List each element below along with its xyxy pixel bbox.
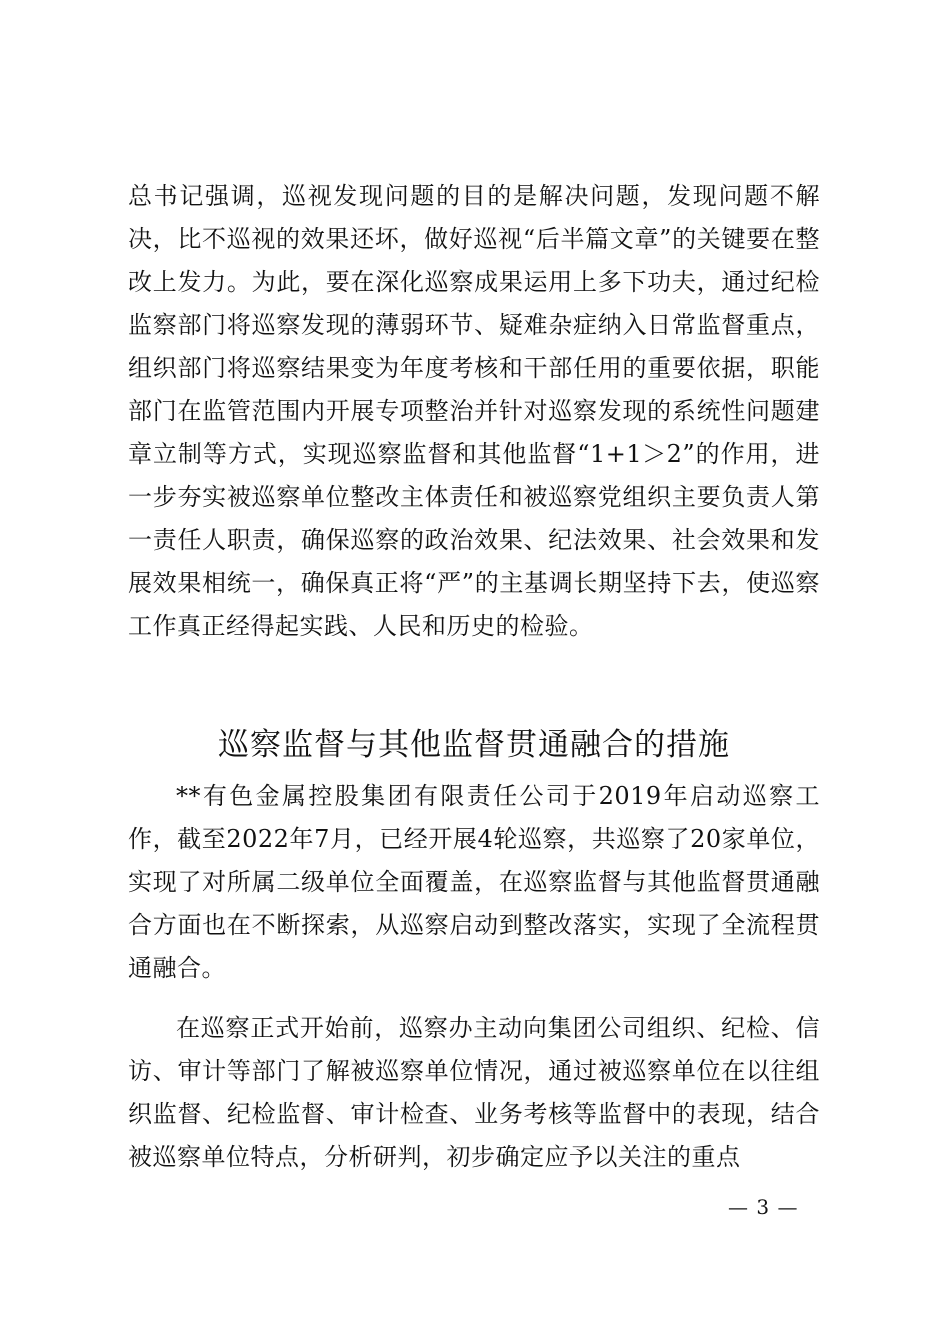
page-number: — 3 — bbox=[728, 1195, 799, 1219]
paragraph-company-overview: **有色金属控股集团有限责任公司于2019年启动巡察工作，截至2022年7月，已经开展4轮巡察，共巡察了20家单位，实现了对所属二级单位全面覆盖，在巡察监督与其他监督贯通融合方面也在不断探索，从巡察启动到整改落实，实现了全流程贯通融合。 bbox=[128, 782, 820, 982]
section-heading: 巡察监督与其他监督贯通融合的措施 bbox=[218, 727, 730, 763]
paragraph-pre-inspection: 在巡察正式开始前，巡察办主动向集团公司组织、纪检、信访、审计等部门了解被巡察单位情况，通过被巡察单位在以往组织监督、纪检监督、审计检查、业务考核等监督中的表现，结合被巡察单位特点，分析研判，初步确定应予以关注的重点 bbox=[128, 1014, 820, 1171]
paragraph-conclusion: 总书记强调，巡视发现问题的目的是解决问题，发现问题不解决，比不巡视的效果还坏，做好巡视“后半篇文章”的关键要在整改上发力。为此，要在深化巡察成果运用上多下功夫，通过纪检监察部门将巡察发现的薄弱环节、疑难杂症纳入日常监督重点，组织部门将巡察结果变为年度考核和干部任用的重要依据，职能部门在监管范围内开展专项整治并针对巡察发现的系统性问题建章立制等方式，实现巡察监督和其他监督“1+1＞2”的作用，进一步夯实被巡察单位整改主体责任和被巡察党组织主要负责人第一责任人职责，确保巡察的政治效果、纪法效果、社会效果和发展效果相统一，确保真正将“严”的主基调长期坚持下去，使巡察工作真正经得起实践、人民和历史的检验。 bbox=[128, 182, 820, 640]
